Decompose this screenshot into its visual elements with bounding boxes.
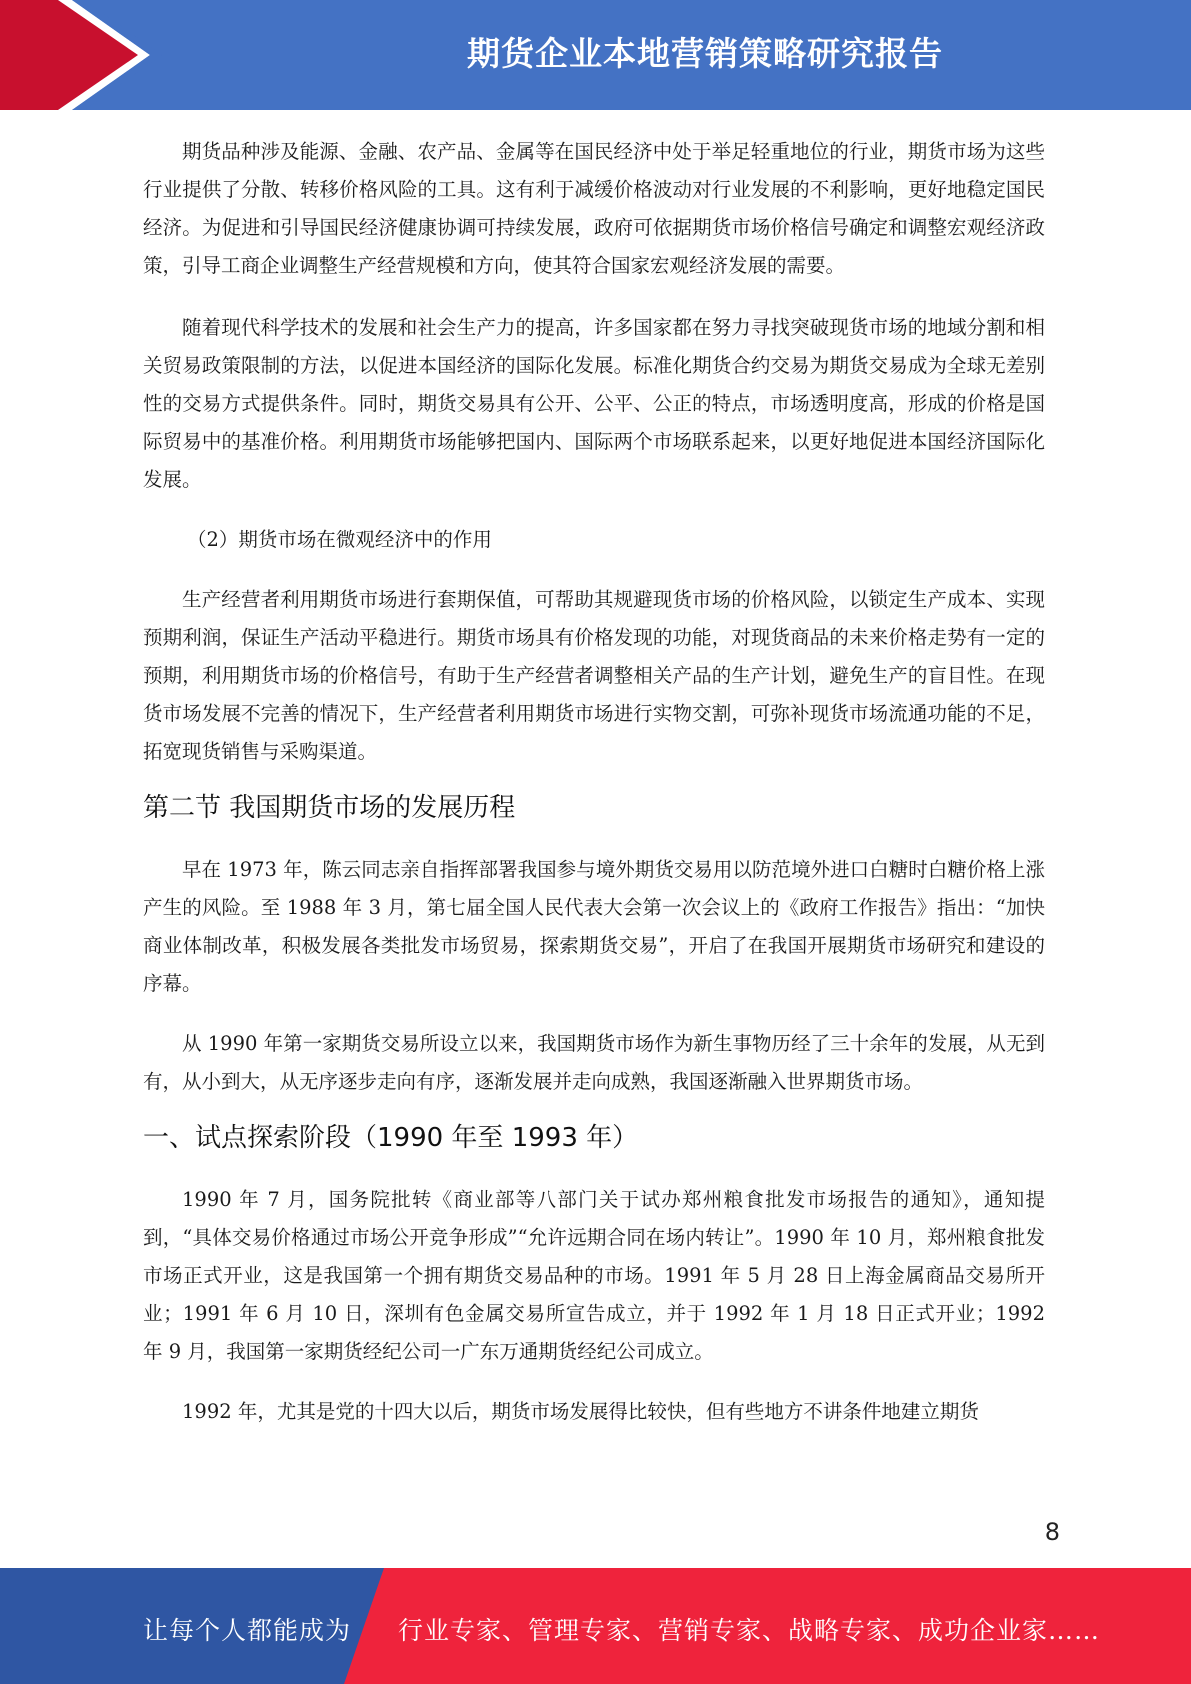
page-body: [143, 133, 1045, 1431]
footer-slogan-right: 行业专家、管理专家、营销专家、战略专家、成功企业家……: [398, 1616, 1101, 1645]
stage-heading: 一、试点探索阶段（1990 年至 1993 年）: [143, 1123, 639, 1153]
report-title: 期货企业本地营销策略研究报告: [467, 34, 943, 73]
page-number: 8: [1044, 1518, 1060, 1546]
page-header: [0, 0, 1191, 110]
page-footer: [0, 1568, 1191, 1684]
footer-slogan-left: 让每个人都能成为: [143, 1616, 352, 1645]
paragraph-internationalization: 随着现代科学技术的发展和社会生产力的提高，许多国家都在努力寻找突破现货市场的地域分割和相关贸易政策限制的方法，以促进本国经济的国际化发展。标准化期货合约交易为期货交易成为全球无差别性的交易方式提供条件。同时，期货交易具有公开、公平、公正的特点，市场透明度高，形成的价格是国际贸易中的基准价格。利用期货市场能够把国内、国际两个市场联系起来，以更好地促进本国经济国际化发展。: [143, 316, 1045, 491]
paragraph-history-origin: 早在 1973 年，陈云同志亲自指挥部署我国参与境外期货交易用以防范境外进口白糖时白糖价格上涨产生的风险。至 1988 年 3 月，第七届全国人民代表大会第一次会议上的《政府工作报告》指出：“加快商业体制改革，积极发展各类批发市场贸易，探索期货交易”，开启了在我国开展期货市场研究和建设的序幕。: [143, 858, 1045, 995]
paragraph-1992-development: 1992 年，尤其是党的十四大以后，期货市场发展得比较快，但有些地方不讲条件地建立期货: [182, 1400, 979, 1423]
paragraph-history-overview: 从 1990 年第一家期货交易所设立以来，我国期货市场作为新生事物历经了三十余年的发展，从无到有，从小到大，从无序逐步走向有序，逐渐发展并走向成熟，我国逐渐融入世界期货市场。: [143, 1032, 1045, 1093]
subheading-micro-role: （2）期货市场在微观经济中的作用: [187, 528, 492, 551]
section-heading: 第二节 我国期货市场的发展历程: [143, 793, 516, 823]
paragraph-micro-role: 生产经营者利用期货市场进行套期保值，可帮助其规避现货市场的价格风险，以锁定生产成本、实现预期利润，保证生产活动平稳进行。期货市场具有价格发现的功能，对现货商品的未来价格走势有一定的预期，利用期货市场的价格信号，有助于生产经营者调整相关产品的生产计划，避免生产的盲目性。在现货市场发展不完善的情况下，生产经营者利用期货市场进行实物交割，可弥补现货市场流通功能的不足，拓宽现货销售与采购渠道。: [143, 588, 1045, 763]
paragraph-macro-role: 期货品种涉及能源、金融、农产品、金属等在国民经济中处于举足轻重地位的行业，期货市场为这些行业提供了分散、转移价格风险的工具。这有利于减缓价格波动对行业发展的不利影响，更好地稳定国民经济。为促进和引导国民经济健康协调可持续发展，政府可依据期货市场价格信号确定和调整宏观经济政策，引导工商企业调整生产经营规模和方向，使其符合国家宏观经济发展的需要。: [143, 140, 1045, 277]
paragraph-pilot-stage: 1990 年 7 月，国务院批转《商业部等八部门关于试办郑州粮食批发市场报告的通知》，通知提到，“具体交易价格通过市场公开竞争形成”“允许远期合同在场内转让”。1990 年 10 月，郑州粮食批发市场正式开业，这是我国第一个拥有期货交易品种的市场。1991 年 5 月 28 日上海金属商品交易所开业；1991 年 6 月 10 日，深圳有色金属交易所宣告成立，并于 1992 年 1 月 18 日正式开业；1992 年 9 月，我国第一家期货经纪公司一广东万通期货经纪公司成立。: [143, 1188, 1045, 1363]
